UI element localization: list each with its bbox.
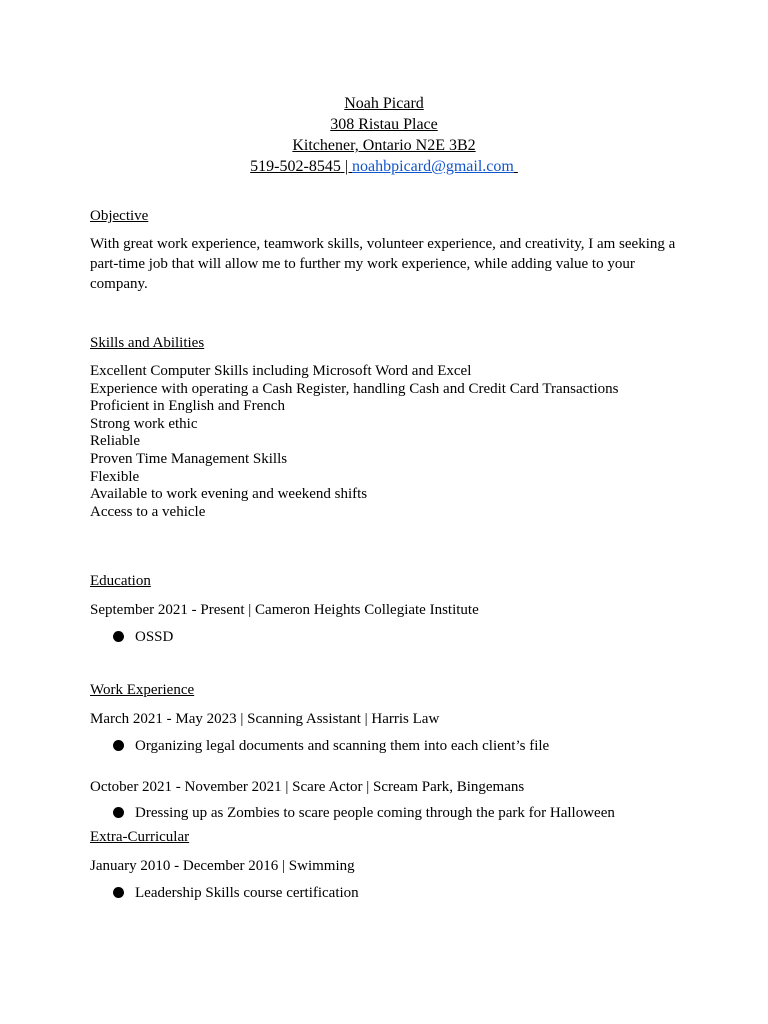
- street-text: 308 Ristau Place: [330, 116, 438, 133]
- bullet-item: [113, 804, 615, 822]
- skills-list: [90, 363, 618, 521]
- bullet-icon: [113, 887, 124, 898]
- bullet-text: OSSD: [135, 629, 174, 645]
- list-item: Proven Time Management Skills: [90, 450, 288, 467]
- list-item: Strong work ethic: [90, 415, 198, 432]
- work-entry-line: October 2021 - November 2021 | Scare Actor | Scream Park, Bingemans: [90, 779, 525, 795]
- bullet-item: [113, 628, 173, 646]
- name-text: Noah Picard: [344, 95, 424, 112]
- objective-heading: Objective: [90, 208, 149, 224]
- skills-heading: Skills and Abilities: [90, 335, 205, 351]
- city-text: Kitchener, Ontario N2E 3B2: [292, 137, 476, 154]
- objective-text: With great work experience, teamwork skills, volunteer experience, and creativity, I am seeking a part-time job that will allow me to further my work experience, while adding value to your company.: [90, 236, 676, 292]
- bullet-text: Dressing up as Zombies to scare people coming through the park for Halloween: [135, 805, 615, 821]
- bullet-text: Leadership Skills course certification: [135, 885, 359, 901]
- list-item: Proficient in English and French: [90, 398, 285, 415]
- header-name: [0, 94, 768, 114]
- bullet-icon: [113, 631, 124, 642]
- education-heading: Education: [90, 573, 151, 589]
- header-contact: [0, 157, 768, 177]
- education-entry-line: September 2021 - Present | Cameron Heights Collegiate Institute: [90, 602, 479, 618]
- extracurricular-entry-line: January 2010 - December 2016 | Swimming: [90, 858, 355, 874]
- work-entry-line: March 2021 - May 2023 | Scanning Assistant | Harris Law: [90, 711, 440, 727]
- list-item: Flexible: [90, 468, 140, 485]
- contact-separator: |: [340, 158, 353, 175]
- bullet-text: Organizing legal documents and scanning them into each client’s file: [135, 738, 550, 754]
- phone-text: 519-502-8545: [250, 158, 341, 175]
- bullet-icon: [113, 740, 124, 751]
- list-item: Available to work evening and weekend shifts: [90, 486, 368, 503]
- header-city: [0, 136, 768, 156]
- work-heading: Work Experience: [90, 682, 195, 698]
- email-link[interactable]: noahbpicard@gmail.com: [352, 158, 514, 175]
- list-item: Experience with operating a Cash Register, handling Cash and Credit Card Transactions: [90, 380, 619, 397]
- list-item: Access to a vehicle: [90, 503, 206, 520]
- bullet-icon: [113, 807, 124, 818]
- list-item: Reliable: [90, 433, 140, 450]
- list-item: Excellent Computer Skills including Microsoft Word and Excel: [90, 363, 472, 379]
- bullet-item: [113, 737, 549, 755]
- extracurricular-heading: Extra-Curricular: [90, 829, 190, 845]
- bullet-item: [113, 884, 359, 902]
- header-street: [0, 115, 768, 135]
